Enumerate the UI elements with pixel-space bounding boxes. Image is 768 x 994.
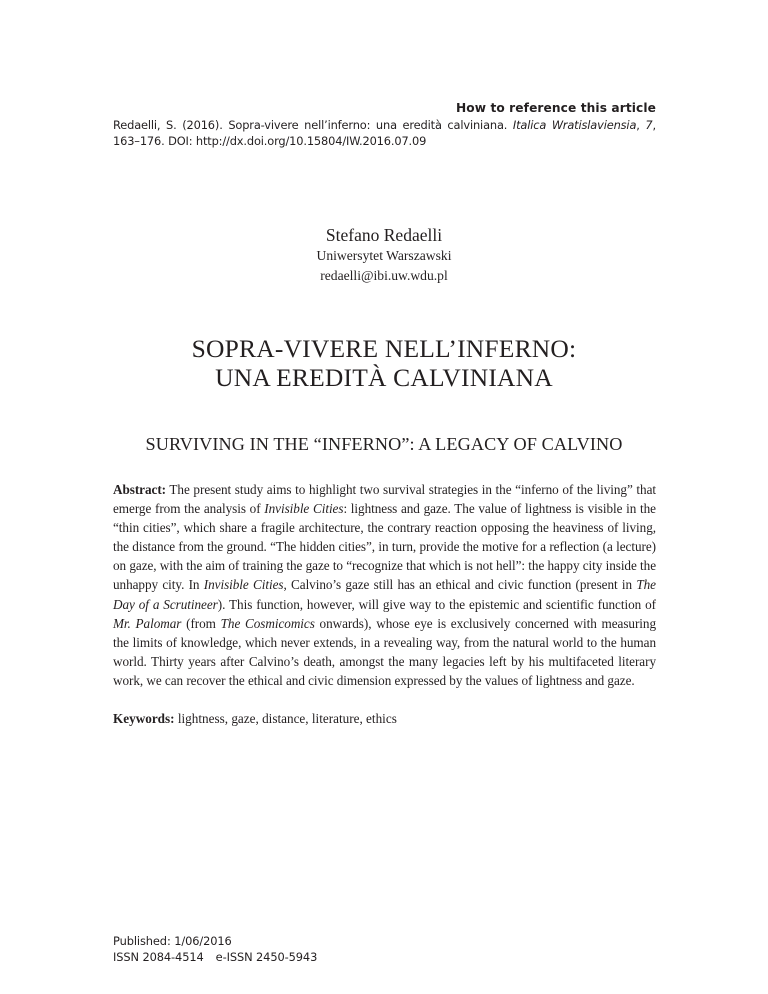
eissn: e-ISSN 2450-5943 [215, 950, 318, 964]
keywords-label: Keywords: [113, 711, 175, 726]
abstract-text: (from [181, 615, 221, 631]
abstract-text: onwards), whose eye is exclusively concerned with measuring the limits of knowledge, which never extends, in a revealing way, from the natural world to the human world. Thirty years after Calvino’s death, amongst the many legacies left by his multifaceted literary work, we can recover the ethical and civic dimension expressed by the values of lightness and gaze. [113, 615, 656, 688]
author-affiliation: Uniwersytet Warszawski [316, 248, 452, 263]
title-line-2: UNA EREDITÀ CALVINIANA [215, 363, 553, 392]
abstract [113, 480, 656, 690]
abstract-label: Abstract: [113, 482, 167, 497]
abstract-text: : lightness and gaze. The value of lightness is visible in the “thin cities”, which share a fragile architecture, the contrary reaction opposing the heaviness of living, the distance from the ground. “The hidden cities”, in turn, provide the motive for a reflection (a lecture) on gaze, with the aim of training the gaze to “recognize that which is not hell”: the happy city inside the unhappy city. In [113, 501, 656, 593]
author-name: Stefano Redaelli [325, 225, 443, 245]
journal-volume: 7 [645, 118, 653, 132]
citation-text-part: Redaelli, S. (2016). Sopra-vivere nell’inferno: una eredità calviniana. [113, 118, 513, 132]
citation-text [113, 117, 656, 149]
keywords [113, 709, 656, 728]
issn-line [113, 949, 317, 965]
abstract-italic: Invisible Cities [203, 577, 284, 593]
citation-doi: , 163–176. DOI: http://dx.doi.org/10.15804/IW.2016.07.09 [113, 118, 656, 148]
citation-text-part: , [636, 118, 646, 132]
title-line-1: SOPRA-VIVERE NELL’INFERNO: [191, 334, 577, 363]
citation-block [113, 100, 656, 149]
journal-name: Italica Wratislaviensia [512, 118, 637, 132]
keywords-list: lightness, gaze, distance, literature, ethics [174, 711, 397, 726]
abstract-italic: Invisible Cities [264, 501, 344, 517]
issn: ISSN 2084-4514 [113, 950, 204, 964]
abstract-italic: The Day of a Scrutineer [113, 577, 656, 612]
abstract-text: , Calvino’s gaze still has an ethical and civic function (present in [283, 577, 637, 593]
article-title [0, 334, 768, 392]
abstract-text: The present study aims to highlight two survival strategies in the “inferno of the living” that emerge from the analysis of [113, 482, 656, 517]
author-block [0, 224, 768, 286]
abstract-italic: The Cosmicomics [220, 615, 315, 631]
english-title: SURVIVING IN THE “INFERNO”: A LEGACY OF CALVINO [145, 434, 623, 454]
publication-footer [113, 933, 317, 965]
author-email: redaelli@ibi.uw.wdu.pl [320, 268, 448, 283]
abstract-italic: Mr. Palomar [113, 615, 182, 631]
published-date: Published: 1/06/2016 [113, 934, 232, 948]
abstract-text: ). This function, however, will give way to the epistemic and scientific function of [217, 596, 656, 612]
citation-heading: How to reference this article [455, 101, 656, 115]
